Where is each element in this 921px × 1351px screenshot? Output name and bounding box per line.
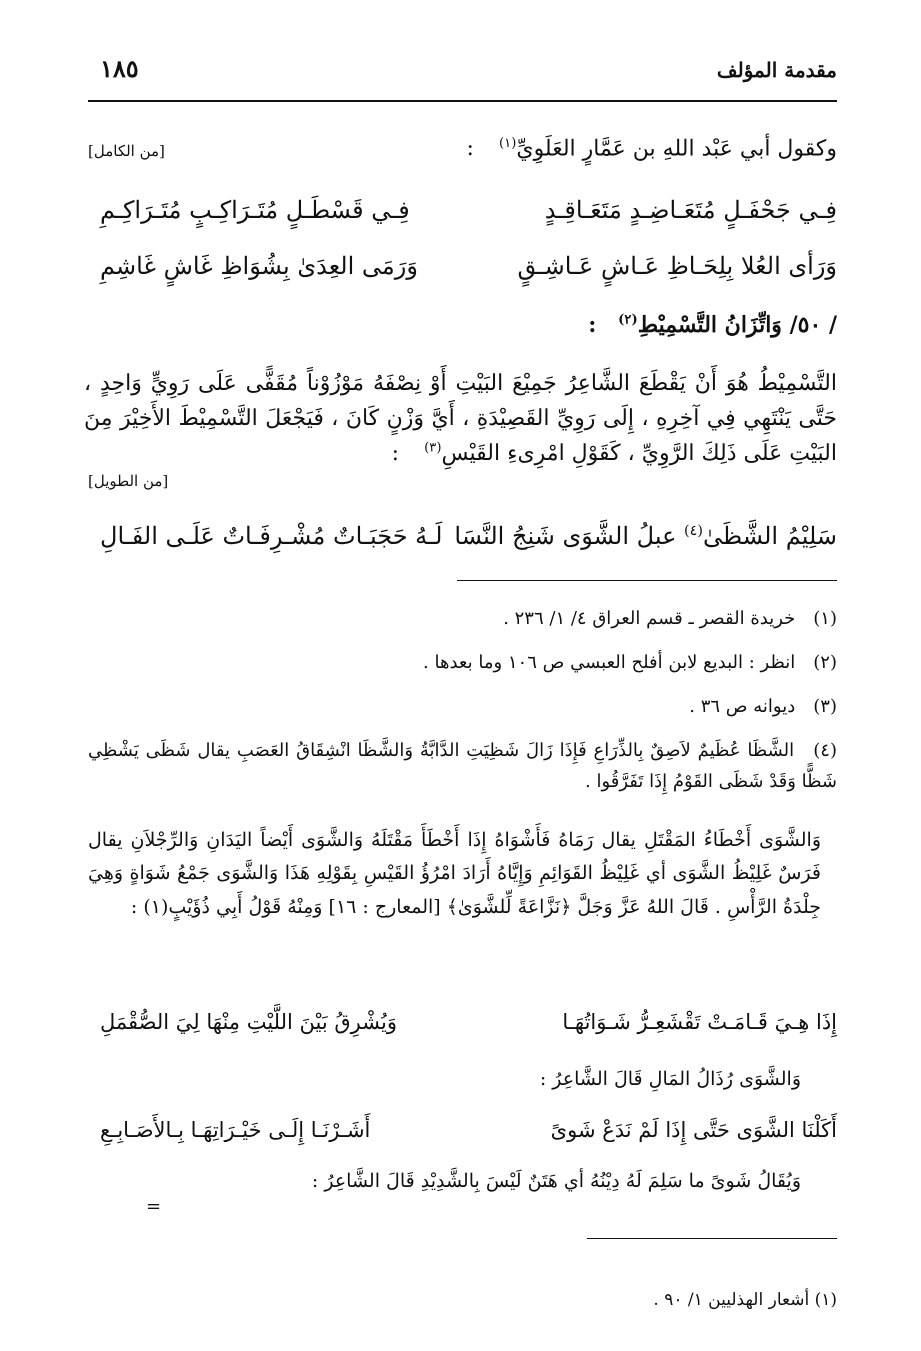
verse-hemistich-first	[454, 522, 837, 550]
verse-hemistich-second: وَرَمَى العِدَىٰ بِشُوَاظِ غَاشٍ غَاشِمِ	[100, 252, 418, 280]
meter-label: [من الكامل]	[88, 142, 165, 160]
body-paragraph	[84, 366, 837, 472]
footnote	[88, 736, 837, 797]
footnote-rule	[587, 1238, 837, 1239]
footnote-number: (٤)	[813, 740, 837, 761]
verse-word: عبلُ الشَّوَى شَنِجُ النَّسَا	[454, 522, 685, 550]
footnote-line: وَيُقَالُ شَوىً ما سَلِمَ لَهُ دِيْنُهُ أي هَتَنٌ لَيْسَ بِالشَّدِيْدِ قَالَ الشَّاعِرُ :	[311, 1170, 801, 1192]
footnote-number: (٣)	[813, 696, 837, 717]
running-header-title: مقدمة المؤلف	[716, 58, 837, 82]
footnote-rule	[457, 580, 837, 581]
intro-colon: :	[466, 136, 474, 162]
footnote: (١) أشعار الهذليين ١/ ٩٠ .	[653, 1290, 837, 1310]
header-rule	[88, 100, 837, 102]
footnote-ref: (٣)	[424, 441, 442, 457]
intro-text: وكقول أبي عَبْد اللهِ بن عَمَّارٍ العَلَوِيِّ	[516, 136, 837, 162]
paragraph-text: التَّسْمِيْطُ هُوَ أَنْ يَقْطَعَ الشَّاعِرُ جَمِيْعَ البَيْتِ أَوْ نِصْفَهُ مَوْزُوْناً مُقَفًّى عَلَى رَوِيٍّ وَاحِدٍ ، حَتَّى يَنْتَهِي فِي آخِرِهِ ، إِلَى رَوِيِّ القَصِيْدَةِ ، أَيَّ وَزْنٍ كَانَ ، فَيَجْعَلَ التَّسْمِيْطَ الأَخِيْرَ مِنَ البَيْتِ عَلَى ذَلِكَ الرَّوِيِّ ، كَقَوْلِ امْرِىءِ القَيْسِ	[84, 371, 837, 467]
verse-hemistich-first: إِذَا هِـيَ قَـامَـتْ تَقْشَعِـرُّ شَـوَاتُهَـا	[562, 1010, 837, 1034]
verse-word: سَلِيْمُ الشَّظَىٰ	[703, 522, 837, 550]
continuation-mark: =	[146, 1196, 162, 1217]
section-colon: :	[588, 312, 597, 338]
footnote-ref: (٢)	[618, 312, 638, 328]
verse-hemistich-first: وَرَأى العُلا بِلِحَـاظِ عَـاشٍ عَـاشِـقٍ	[517, 252, 837, 280]
footnote-number: (٢)	[813, 652, 837, 673]
paragraph-colon: :	[391, 441, 400, 467]
footnote	[88, 648, 837, 679]
section-title: وَاتِّزَانُ التَّسْمِيْطِ	[637, 312, 782, 338]
intro-line	[467, 136, 837, 161]
section-marker: / ٥٠/	[789, 312, 837, 338]
footnote	[88, 692, 837, 723]
verse-hemistich-second: فِـي قَسْطَـلٍ مُتَـرَاكِـبٍ مُتَـرَاكِـمِ	[100, 196, 410, 224]
verse-hemistich-second: لَـهُ حَجَبَـاتٌ مُشْـرِفَـاتٌ عَلَـى الفَـالِ	[100, 522, 443, 550]
footnote-text: خريدة القصر ـ قسم العراق ٤/ ١/ ٢٣٦ .	[503, 608, 796, 629]
meter-label: [من الطويل]	[88, 472, 169, 490]
footnote-continuation: وَالشَّوَى أَخْطَاءُ المَقْتَلِ يقال رَمَاهُ فَأَشْوَاهُ إِذَا أَخْطَأَ مَقْتَلَهُ وَالشَّوَى أَيْضاً اليَدَانِ وَالرِّجْلاَنِ يقال فَرَسٌ غَلِيْظُ الشَّوَى أي غَلِيْظُ القَوَائِمِ وَإِيَّاهُ أَرَادَ امْرُؤُ القَيْسِ بِقَوْلِهِ هَذَا وَالشَّوَى جَمْعُ شَوَاةٍ وَهِيَ جِلْدَةُ الرَّأْسِ . قَالَ اللهُ عَزَّ وَجَلَّ ﴿نَزَّاعَةً لِّلشَّوَىٰ﴾ [المعارج : ١٦] وَمِنْهُ قَوْلُ أَبِي ذُؤَيْبٍ(١) :	[88, 829, 821, 918]
verse-hemistich-first: فِـي جَحْفَـلٍ مُتَعَـاضِـدٍ مَتَعَـاقِـدٍ	[544, 196, 837, 224]
footnote	[88, 604, 837, 635]
footnote-line: وَالشَّوَى رُذَالُ المَالِ قَالَ الشَّاعِرُ :	[539, 1068, 801, 1090]
page-number: ١٨٥	[100, 54, 139, 83]
verse-hemistich-first: أَكَلْنَا الشَّوَى حَتَّى إِذَا لَمْ نَدَعْ شَوىً	[550, 1118, 837, 1142]
footnote-ref: (١)	[498, 136, 517, 151]
verse-hemistich-second: أَشَـرْنَـا إِلَـى خَيْـرَاتِهَـا بِـالأَصَـابِـعِ	[100, 1118, 371, 1142]
footnote-number: (١)	[813, 608, 837, 629]
footnote-ref: (٤)	[684, 523, 704, 539]
footnote-text: ديوانه ص ٣٦ .	[689, 696, 796, 717]
footnote-text: انظر : البديع لابن أفلح العبسي ص ١٠٦ وما بعدها .	[423, 652, 796, 673]
section-heading	[588, 312, 837, 338]
footnote-text: الشَّظَا عُظَيمٌ لاَصِقٌ بِالذِّرَاعِ فَإِذَا زَالَ شَظِيَتِ الدَّابَّةُ وَالشَّظَا انْشِقَاقُ العَصَبِ يقال شَظَى يَشْظِي شَظًّا وَقَدْ شَظَى القَوْمُ إِذَا تَفَرَّقُوا .	[88, 740, 837, 792]
verse-hemistich-second: وَيُشْرِقُ بَيْنَ اللَّيْتِ مِنْهَا لِيَ الصُّقْمَلِ	[100, 1010, 397, 1034]
